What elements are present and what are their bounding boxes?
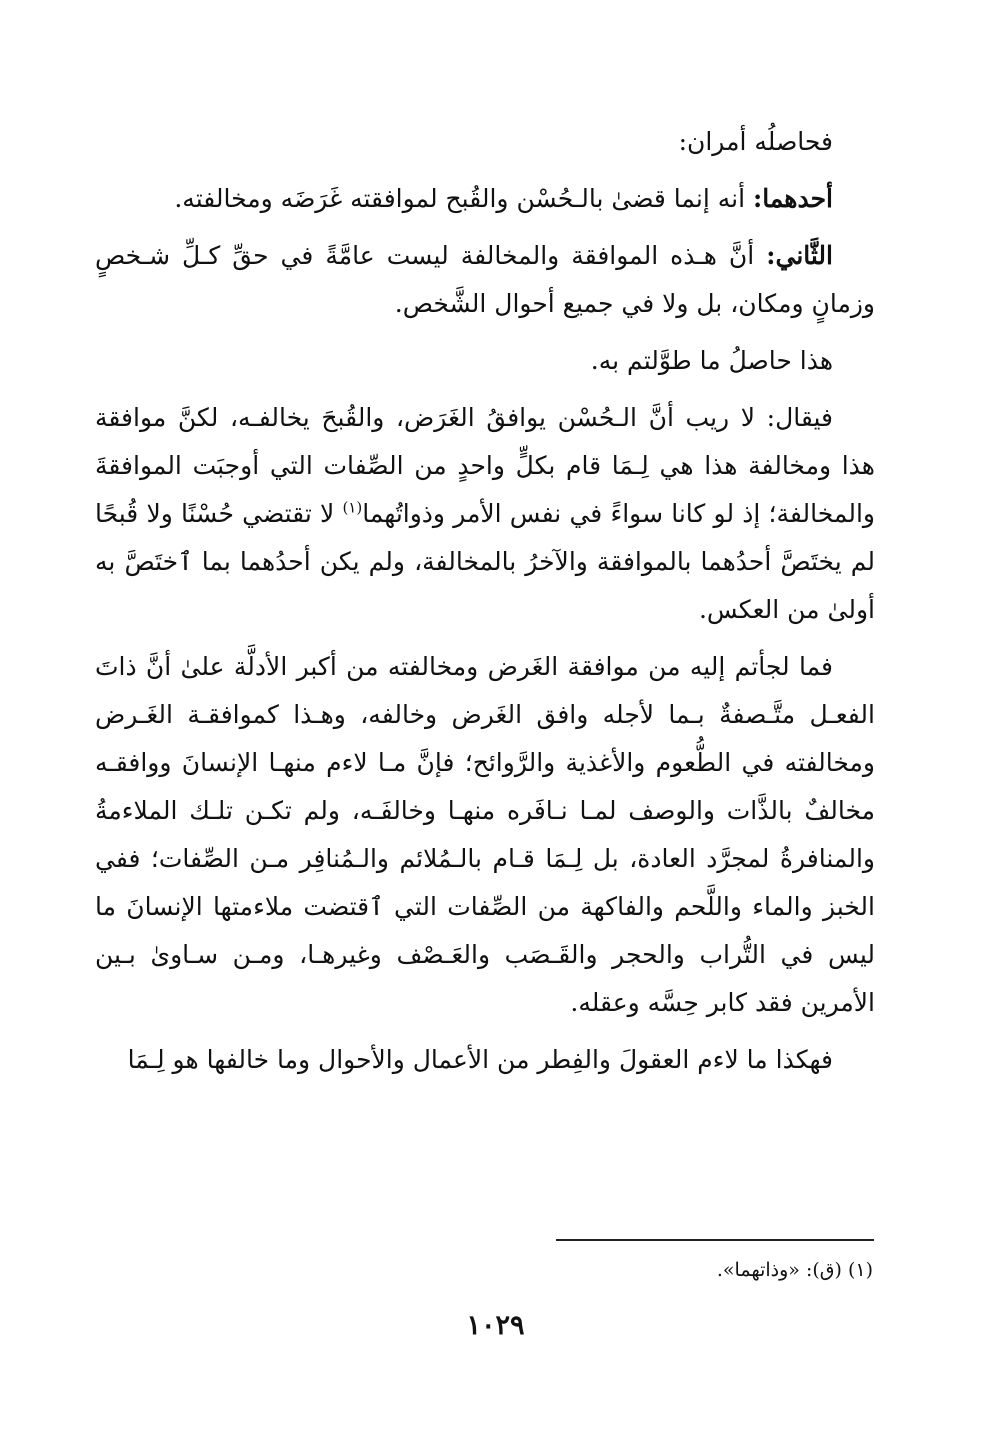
paragraph-5 — [95, 394, 875, 634]
paragraph-5-before: فيقال: لا ريب أنَّ الـحُسْن يوافقُ الغَرَض، والقُبحَ يخالفـه، لكنَّ موافقة هذا ومخالفة هذا هي لِـمَا قام بكلٍّ واحدٍ من الصِّفات التي أوجبَت الموافقةَ والمخالفة؛ إذ لو كانا سواءً في نفس الأمر وذواتُهما — [95, 403, 875, 528]
paragraph-3 — [95, 232, 875, 328]
paragraph-2-label: أحدهما: — [752, 184, 833, 213]
footnote-reference[interactable]: (١) — [342, 498, 363, 517]
footnote-divider — [556, 1239, 874, 1241]
footnote: (١) (ق): «وذاتهما». — [716, 1259, 873, 1281]
paragraph-3-text: أنَّ هـذه الموافقة والمخالفة ليست عامَّةً في حقِّ كـلِّ شـخصٍ وزمانٍ ومكان، بل ولا في جميع أحوال الشَّخص. — [95, 241, 875, 318]
paragraph-4: هذا حاصلُ ما طوَّلتم به. — [590, 346, 833, 375]
paragraph-7: فهكذا ما لاءم العقولَ والفِطر من الأعمال والأحوال وما خالفها هو لِـمَا — [127, 1045, 833, 1074]
paragraph-1: فحاصلُه أمران: — [678, 127, 833, 156]
paragraph-3-label: الثَّاني: — [766, 241, 833, 270]
paragraph-2-text: أنه إنما قضىٰ بالـحُسْن والقُبح لموافقته غَرَضَه ومخالفته. — [174, 184, 753, 213]
paragraph-2 — [95, 175, 875, 223]
page-number: ١٠٢٩ — [466, 1310, 525, 1341]
paragraph-6: فما لجأتم إليه من موافقة الغَرض ومخالفته من أكبر الأدلَّة علىٰ أنَّ ذاتَ الفعـل متَّـصفةٌ بـما لأجله وافق الغَرض وخالفه، وهـذا كموافقـة الغَـرض ومخالفته في الطُّعوم والأغذية والرَّوائح؛ فإنَّ مـا لاءم منهـا الإنسانَ ووافقـه مخالفٌ بالذَّات والوصف لمـا نـافَره منهـا وخالفَـه، ولم تكـن تلـك الملاءمةُ والمنافرةُ لمجرَّد العادة، بل لِـمَا قـام بالـمُلائم والـمُنافِر مـن الصِّفات؛ ففي الخبز والماء واللَّحم والفاكهة من الصِّفات التي ٱقتضت ملاءمتها الإنسانَ ما ليس في التُّراب والحجر والقَـصَب والعَـصْف وغيرهـا، ومـن سـاوىٰ بـين الأمرين فقد كابر حِسَّه وعقله. — [95, 652, 875, 1017]
main-text — [95, 118, 875, 1093]
paragraph-5-after: لا تقتضي حُسْنًا ولا قُبحًا لم يختَصَّ أحدُهما بالموافقة والآخرُ بالمخالفة، ولم يكن أحدُهما بما ٱختَصَّ به أولىٰ من العكس. — [95, 499, 875, 624]
